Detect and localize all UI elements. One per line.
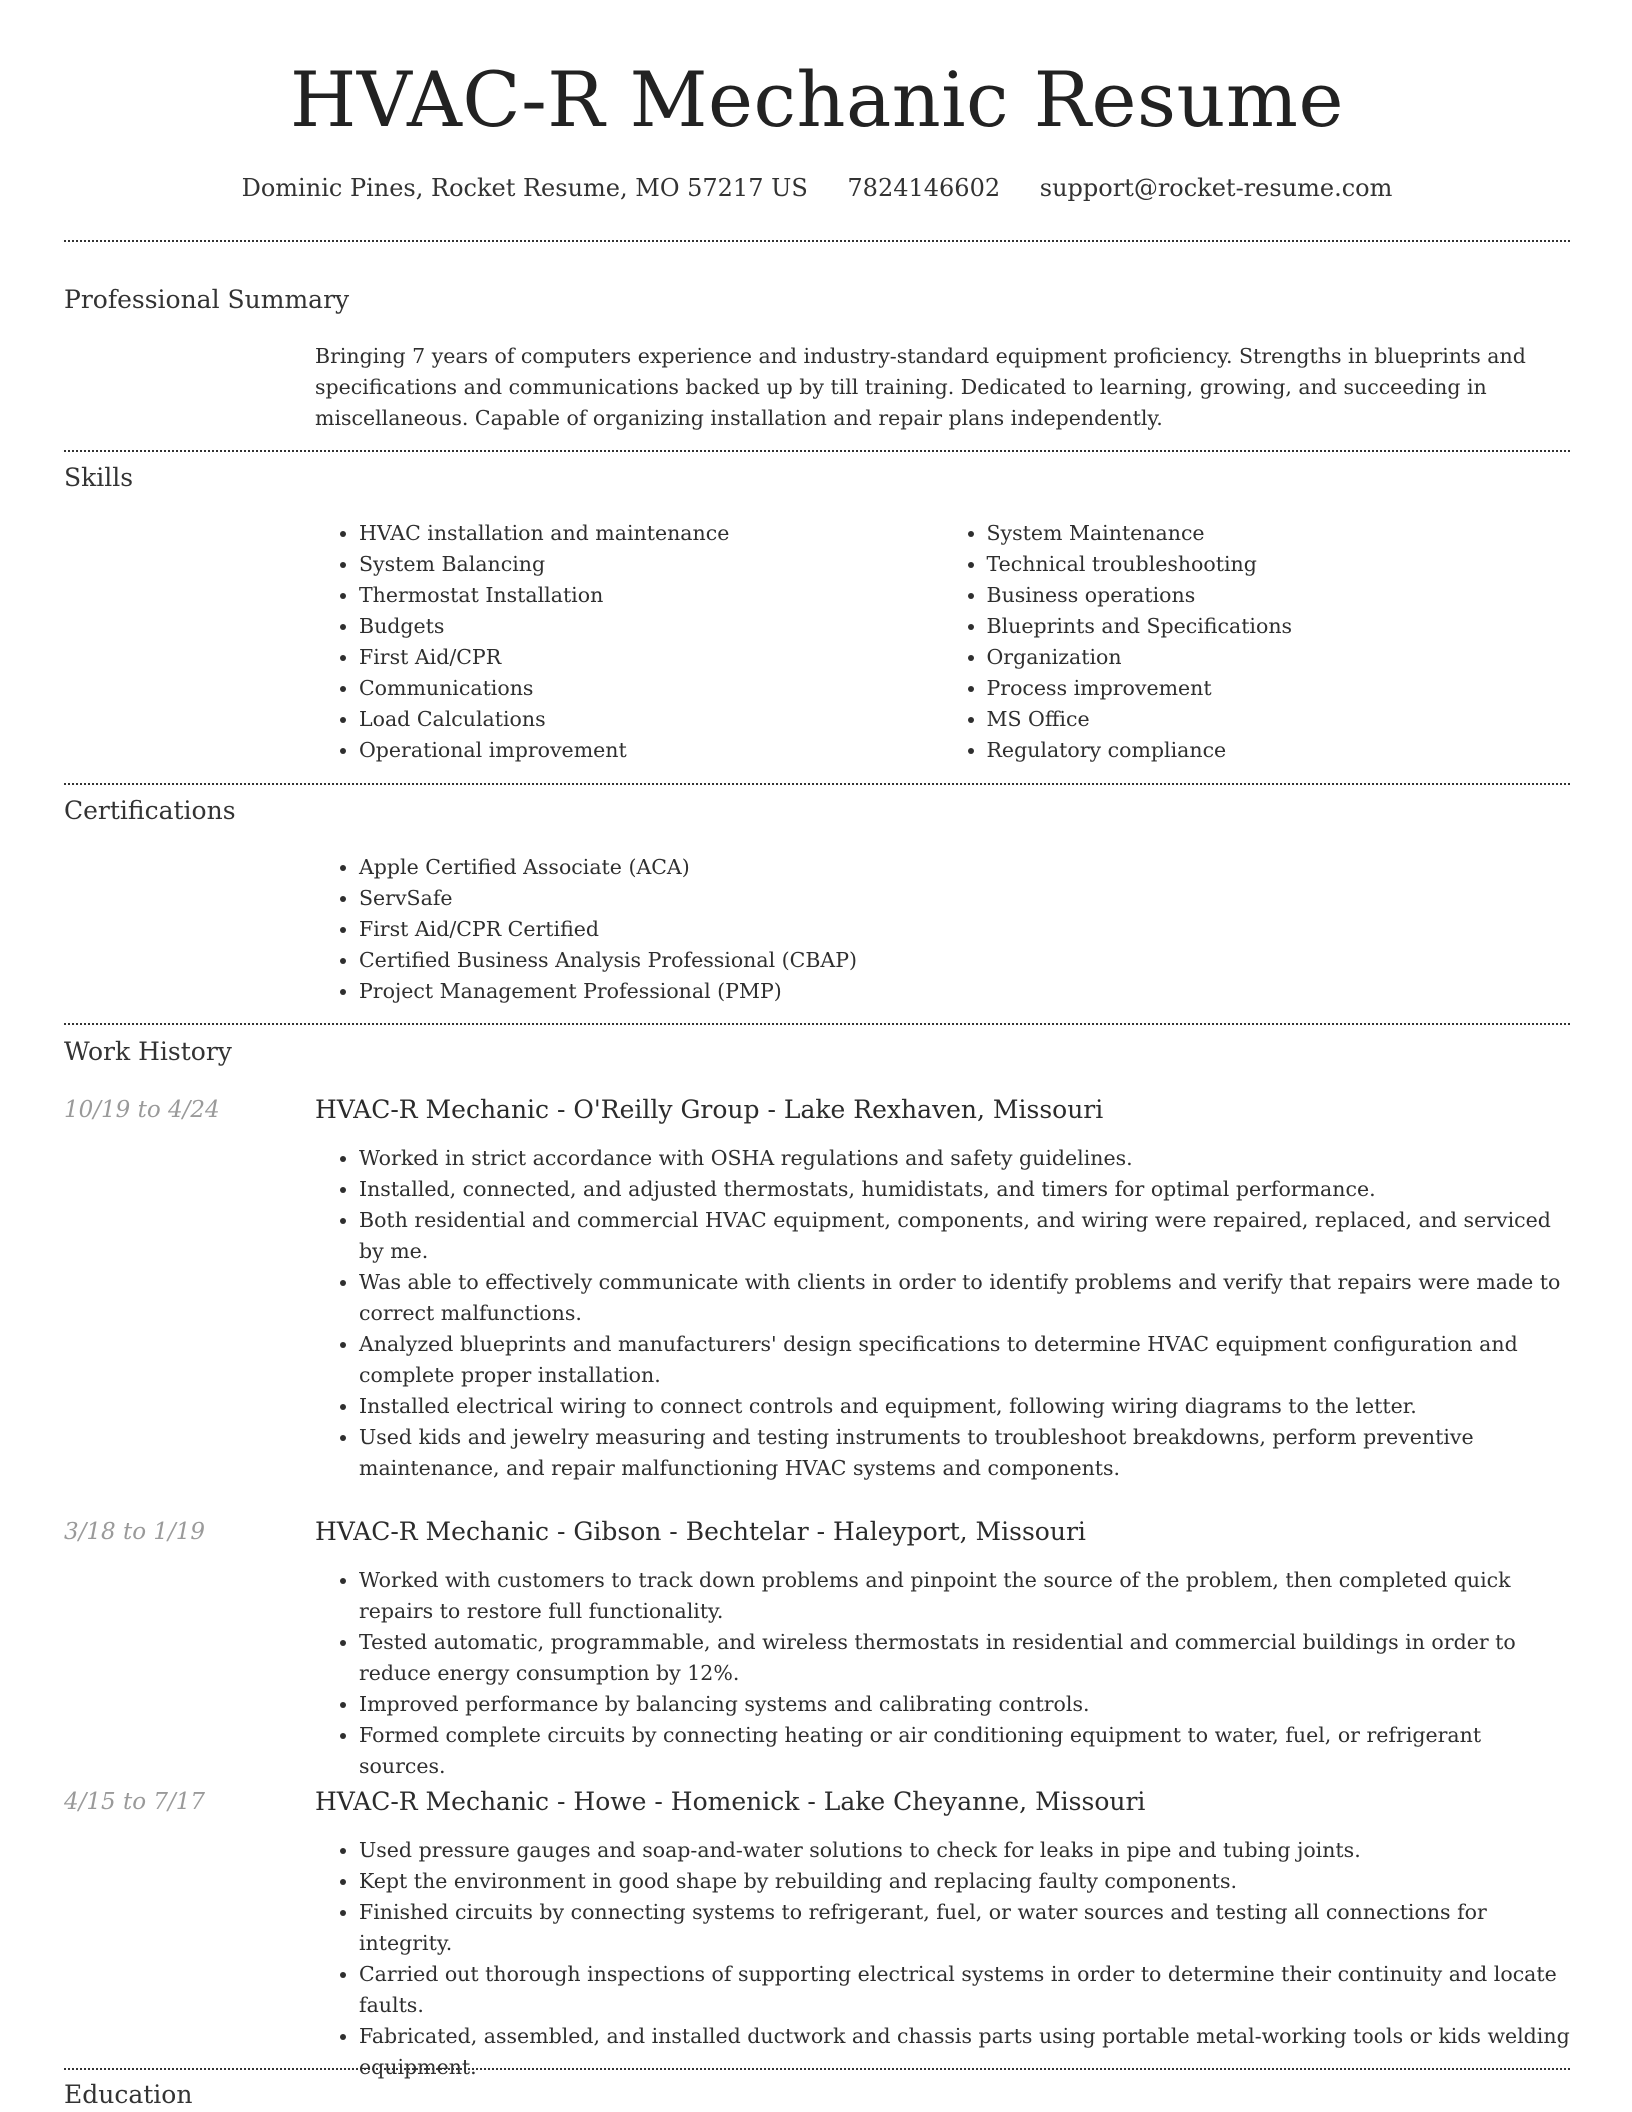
certification-item: • ServSafe [359, 883, 1570, 914]
job-bullet-list [315, 1835, 1570, 2083]
contact-address: Dominic Pines, Rocket Resume, MO 57217 US [241, 174, 808, 202]
job-bullet: • Tested automatic, programmable, and wireless thermostats in residential and commercial buildings in order to reduce energy consumption by 12%. [359, 1627, 1570, 1689]
skill-item: • Operational improvement [359, 735, 943, 766]
job-bullet: • Installed, connected, and adjusted thermostats, humidistats, and timers for optimal performance. [359, 1174, 1570, 1205]
skill-item: • Thermostat Installation [359, 580, 943, 611]
skill-item: • Technical troubleshooting [987, 549, 1571, 580]
skill-item: • Business operations [987, 580, 1571, 611]
job-title: HVAC-R Mechanic - Howe - Homenick - Lake Cheyanne, Missouri [315, 1787, 1146, 1816]
job-dates: 10/19 to 4/24 [64, 1097, 220, 1123]
skill-item: • HVAC installation and maintenance [359, 518, 943, 549]
divider [64, 450, 1570, 452]
skills-list-left [315, 518, 943, 766]
contact-email: support@rocket-resume.com [1039, 174, 1393, 202]
job-bullet: • Both residential and commercial HVAC equipment, components, and wiring were repaired, replaced, and serviced by me. [359, 1205, 1570, 1267]
job-title: HVAC-R Mechanic - O'Reilly Group - Lake Rexhaven, Missouri [315, 1095, 1104, 1124]
skill-item: • Regulatory compliance [987, 735, 1571, 766]
section-heading-education: Education [64, 2080, 193, 2109]
skills-section [315, 518, 1570, 766]
skill-item: • First Aid/CPR [359, 642, 943, 673]
divider [64, 783, 1570, 785]
section-heading-work-history: Work History [64, 1037, 232, 1066]
job-bullet: • Installed electrical wiring to connect controls and equipment, following wiring diagrams to the letter. [359, 1391, 1570, 1422]
summary-text: Bringing 7 years of computers experience and industry-standard equipment proficiency. Strengths in blueprints and specifications and communications backed up by till training. Dedicated to learning, growing, and succeeding in miscellaneous. Capable of organizing installation and repair plans independently. [315, 344, 1526, 430]
skill-item: • Process improvement [987, 673, 1571, 704]
skill-item: • Blueprints and Specifications [987, 611, 1571, 642]
certification-item: • First Aid/CPR Certified [359, 914, 1570, 945]
certification-item: • Apple Certified Associate (ACA) [359, 852, 1570, 883]
certification-item: • Project Management Professional (PMP) [359, 976, 1570, 1007]
skill-item: • Communications [359, 673, 943, 704]
skills-columns [315, 518, 1570, 766]
job-dates: 4/15 to 7/17 [64, 1789, 206, 1815]
divider [64, 240, 1570, 242]
job-bullet: • Kept the environment in good shape by rebuilding and replacing faulty components. [359, 1866, 1570, 1897]
job-bullet: • Used pressure gauges and soap-and-water solutions to check for leaks in pipe and tubing joints. [359, 1835, 1570, 1866]
contact-line [64, 170, 1570, 206]
certifications-section [315, 852, 1570, 1007]
section-heading-certifications: Certifications [64, 796, 236, 825]
job-bullets [315, 1835, 1570, 2083]
job-bullet: • Carried out thorough inspections of supporting electrical systems in order to determine their continuity and locate faults. [359, 1959, 1570, 2021]
skill-item: • Organization [987, 642, 1571, 673]
job-bullet: • Was able to effectively communicate with clients in order to identify problems and verify that repairs were made to correct malfunctions. [359, 1267, 1570, 1329]
job-bullet: • Worked with customers to track down problems and pinpoint the source of the problem, then completed quick repairs to restore full functionality. [359, 1565, 1570, 1627]
skill-item: • System Balancing [359, 549, 943, 580]
certifications-list [315, 852, 1570, 1007]
skill-item: • Load Calculations [359, 704, 943, 735]
skill-item: • System Maintenance [987, 518, 1571, 549]
job-bullet: • Analyzed blueprints and manufacturers' design specifications to determine HVAC equipment configuration and complete proper installation. [359, 1329, 1570, 1391]
job-bullet-list [315, 1143, 1570, 1484]
job-bullets [315, 1565, 1570, 1782]
skill-item: • MS Office [987, 704, 1571, 735]
section-heading-summary: Professional Summary [64, 285, 350, 314]
job-bullet: • Fabricated, assembled, and installed ductwork and chassis parts using portable metal-working tools or kids welding equipment. [359, 2021, 1570, 2083]
skills-list-right [943, 518, 1571, 766]
contact-phone: 7824146602 [847, 174, 1001, 202]
job-bullet: • Worked in strict accordance with OSHA regulations and safety guidelines. [359, 1143, 1570, 1174]
job-title: HVAC-R Mechanic - Gibson - Bechtelar - Haleyport, Missouri [315, 1517, 1086, 1546]
job-bullets [315, 1143, 1570, 1484]
job-bullet: • Formed complete circuits by connecting heating or air conditioning equipment to water, fuel, or refrigerant sources. [359, 1720, 1570, 1782]
job-bullet: • Used kids and jewelry measuring and testing instruments to troubleshoot breakdowns, perform preventive maintenance, and repair malfunctioning HVAC systems and components. [359, 1422, 1570, 1484]
job-bullet-list [315, 1565, 1570, 1782]
job-dates: 3/18 to 1/19 [64, 1519, 206, 1545]
summary-section [315, 341, 1570, 434]
resume-title: HVAC-R Mechanic Resume [290, 55, 1344, 144]
job-bullet: • Finished circuits by connecting systems to refrigerant, fuel, or water sources and testing all connections for integrity. [359, 1897, 1570, 1959]
divider [64, 1023, 1570, 1025]
divider [64, 2068, 1570, 2070]
job-bullet: • Improved performance by balancing systems and calibrating controls. [359, 1689, 1570, 1720]
section-heading-skills: Skills [64, 463, 134, 492]
skill-item: • Budgets [359, 611, 943, 642]
certification-item: • Certified Business Analysis Professional (CBAP) [359, 945, 1570, 976]
